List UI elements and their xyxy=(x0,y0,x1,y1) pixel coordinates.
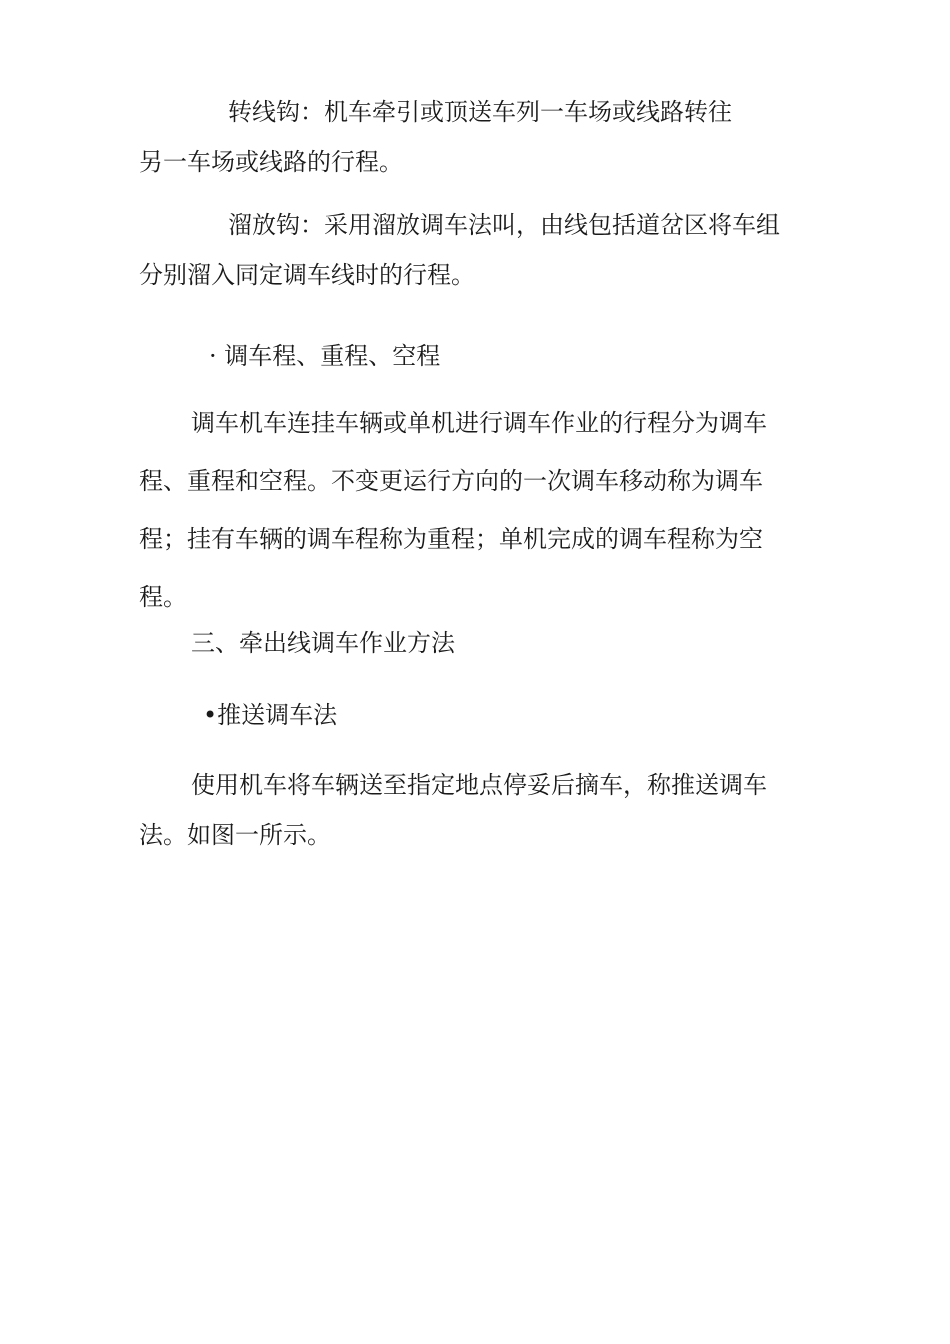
text-line: 另一车场或线路的行程。 xyxy=(139,148,403,176)
text-line: · 调车程、重程、空程 xyxy=(209,342,441,370)
text-line: 三、牵出线调车作业方法 xyxy=(191,629,455,657)
bullet-heading-diaochecheng xyxy=(139,331,819,381)
paragraph-zhuanxiangou xyxy=(139,87,819,187)
paragraph-tuisong-definition xyxy=(139,760,819,860)
text-line: 程。 xyxy=(139,583,187,611)
text-line: 法。如图一所示。 xyxy=(139,821,331,849)
text-line: 程；挂有车辆的调车程称为重程；单机完成的调车程称为空 xyxy=(139,525,763,553)
text-line: 程、重程和空程。不变更运行方向的一次调车移动称为调车 xyxy=(139,467,763,495)
text-line: 转线钩：机车牵引或顶送车列一车场或线路转往 xyxy=(228,98,732,126)
text-line: 分别溜入同定调车线时的行程。 xyxy=(139,261,475,289)
text-line: 调车机车连挂车辆或单机进行调车作业的行程分为调车 xyxy=(191,409,767,437)
paragraph-diaoche-definition xyxy=(139,394,819,626)
text-line: 溜放钩：采用溜放调车法叫，由线包括道岔区将车组 xyxy=(228,211,780,239)
text-line: •推送调车法 xyxy=(203,701,338,729)
text-line: 使用机车将车辆送至指定地点停妥后摘车，称推送调车 xyxy=(191,771,767,799)
paragraph-liufanggou xyxy=(139,200,819,300)
bullet-heading-tuisong xyxy=(139,690,819,740)
section-heading-3 xyxy=(139,618,819,668)
